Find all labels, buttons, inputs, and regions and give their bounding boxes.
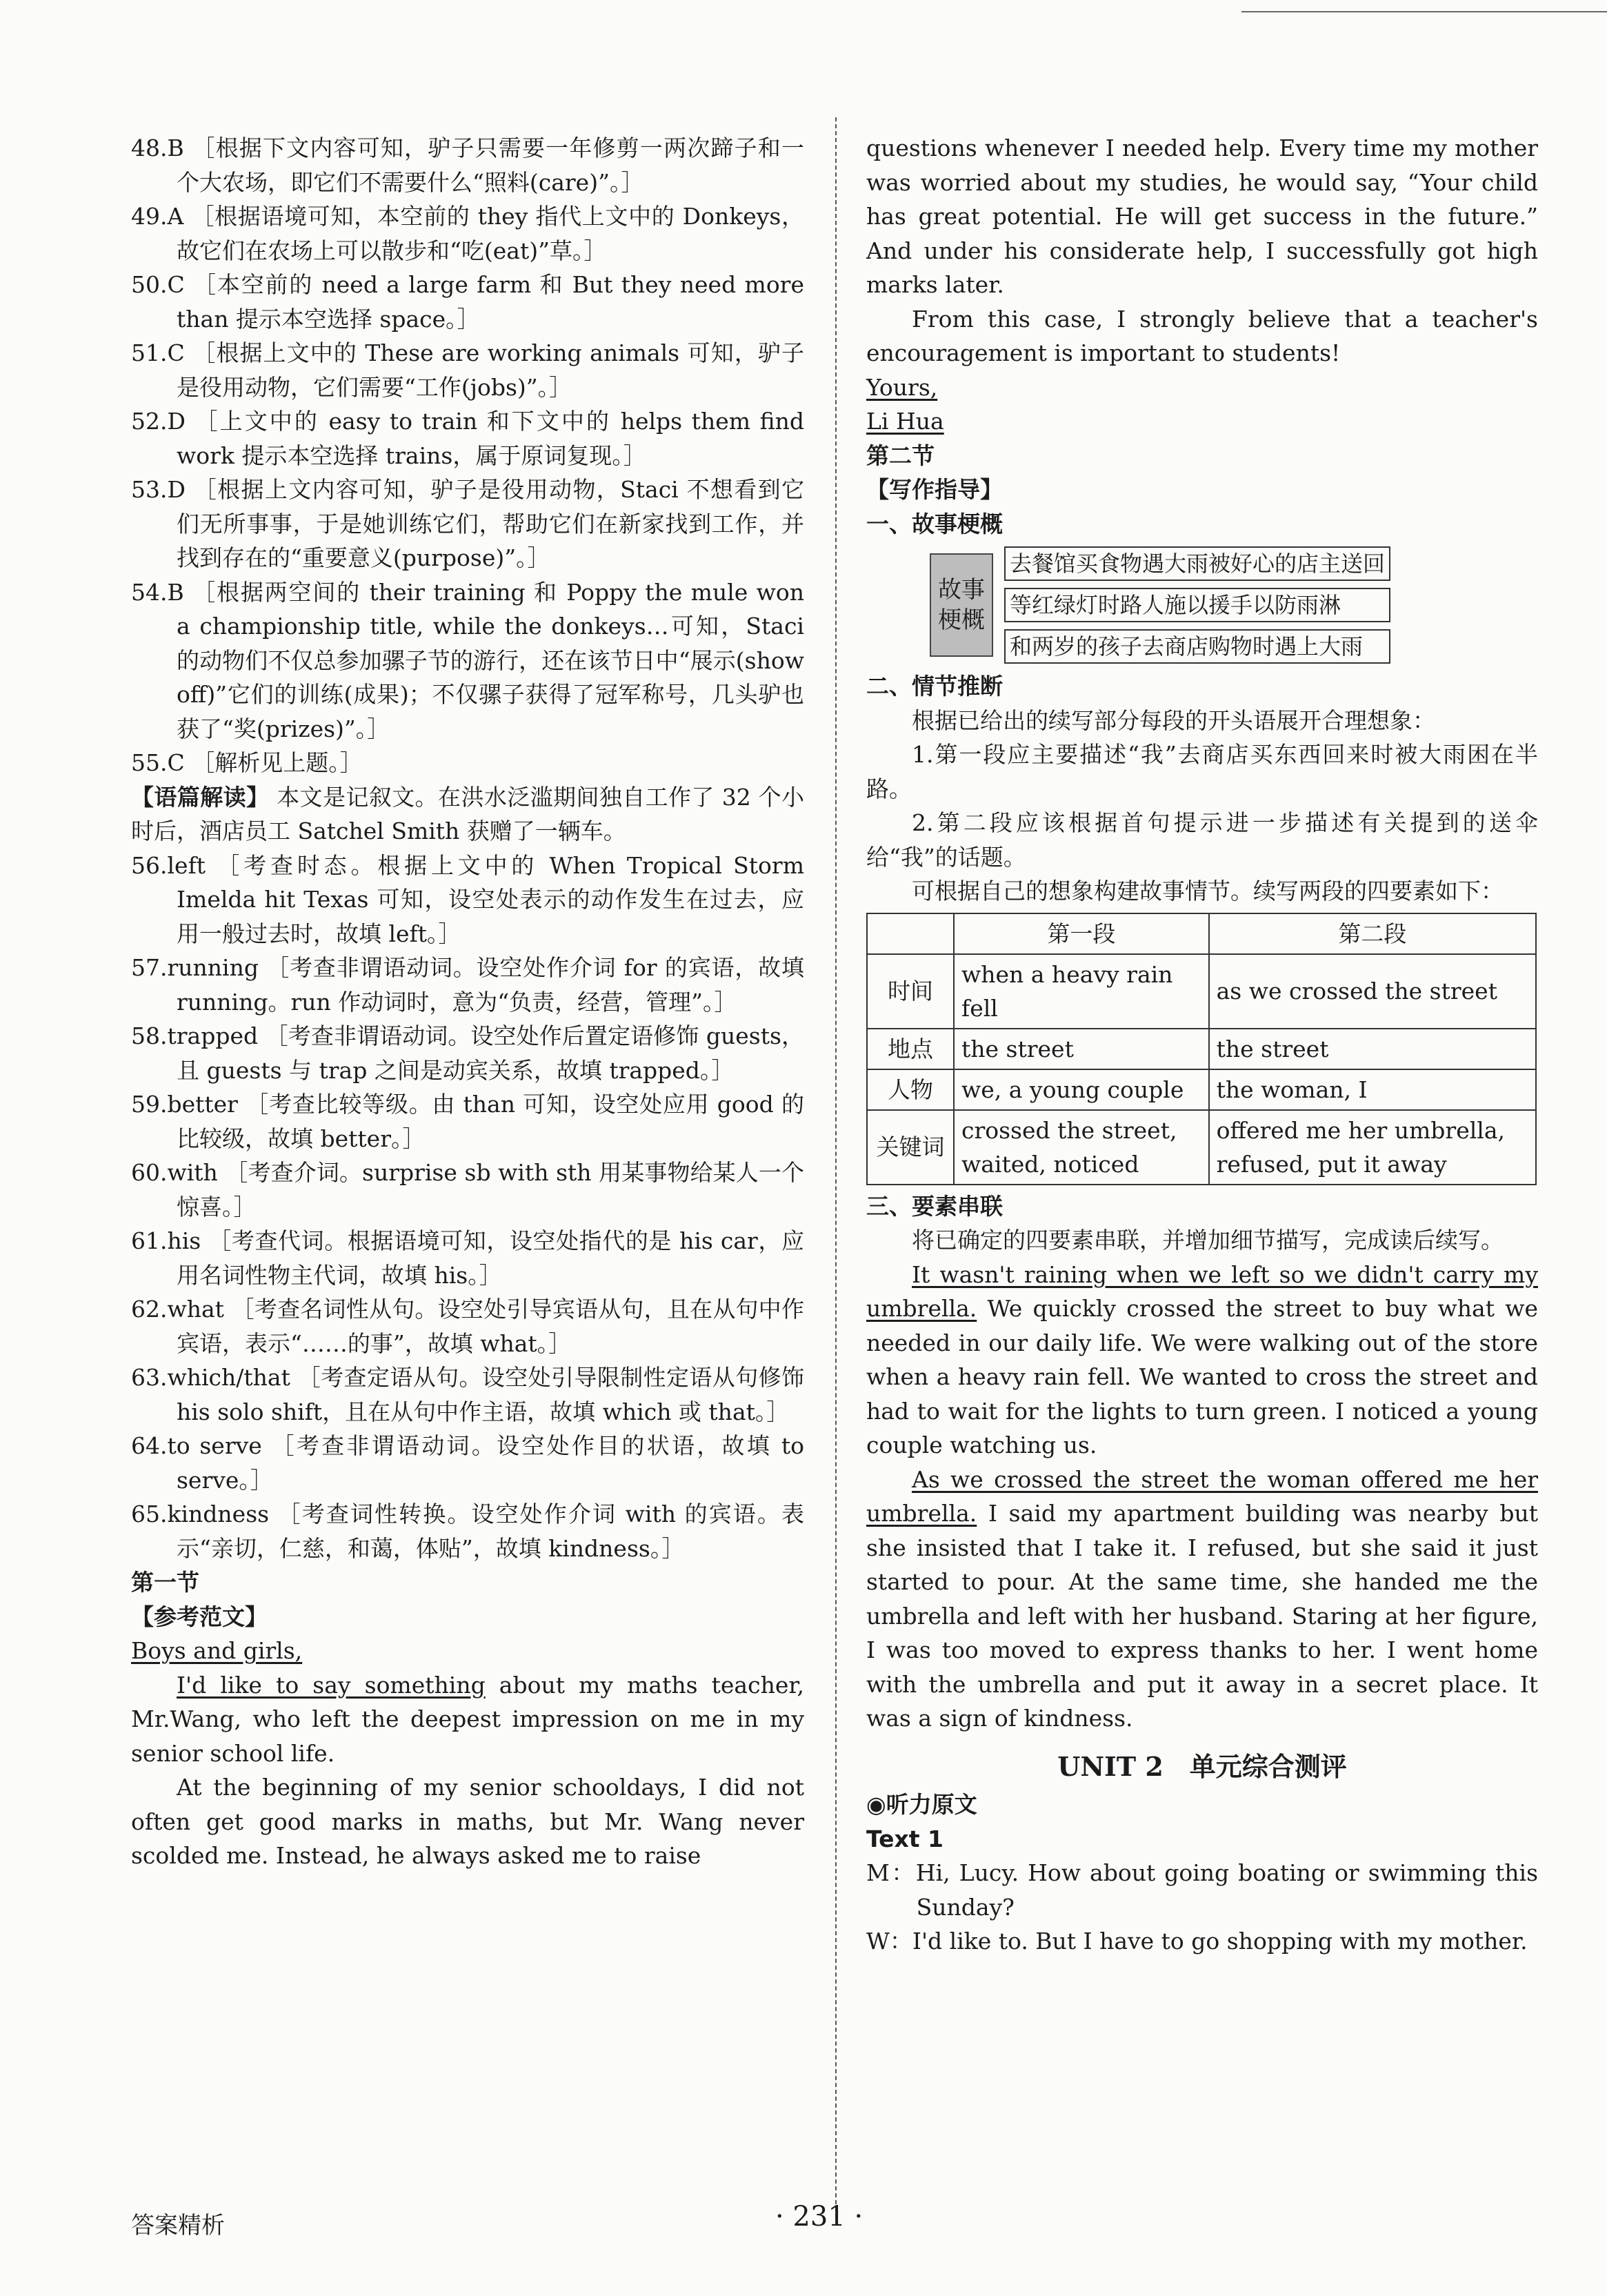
sample-label: 【参考范文】 <box>131 1603 268 1630</box>
table-row <box>867 1069 1536 1110</box>
column-divider <box>835 117 837 2218</box>
signature: Li Hua <box>866 408 944 435</box>
answer-item: 59.better ［考查比较等级。由 than 可知，设空处应用 good 的比较级，故填 better。］ <box>131 1091 804 1152</box>
closing: Yours, <box>866 373 938 401</box>
row-header: 时间 <box>867 954 954 1029</box>
dialogue-line: W：I'd like to. But I have to go shopping with my mother. <box>866 1928 1528 1954</box>
story-outline <box>930 546 1538 664</box>
connect-heading: 三、要素串联 <box>866 1192 1003 1220</box>
table-header-row <box>867 913 1536 954</box>
passage-summary-text: 本文是记叙文。在洪水泛滥期间独自工作了 32 个小时后，酒店员工 Satchel Smith 获赠了一辆车。 <box>131 783 804 844</box>
answer-item: 65.kindness ［考查词性转换。设空处作介词 with 的宾语。表示“亲切，仁慈，和蔼，体贴”，故填 kindness。］ <box>131 1501 804 1562</box>
table-cell: the street <box>1209 1029 1536 1069</box>
outline-item: 和两岁的孩子去商店购物时遇上大雨 <box>1004 629 1390 664</box>
answer-item: 64.to serve ［考查非谓语动词。设空处作目的状语，故填 to serve。］ <box>131 1432 804 1494</box>
opening-sentence: It wasn't raining when we left so we didn't carry my umbrella. <box>866 1260 1538 1322</box>
answer-item: 53.D ［根据上文内容可知，驴子是役用动物，Staci 不想看到它们无所事事，于是她训练它们，帮助它们在新家找到工作，并找到存在的“重要意义(purpose)”。］ <box>131 476 804 571</box>
plot-point: 可根据自己的想象构建故事情节。续写两段的四要素如下： <box>912 878 1504 904</box>
table-cell: the woman, I <box>1209 1069 1536 1110</box>
section-title: 第二节 <box>866 442 935 469</box>
story-paragraph: It wasn't raining when we left so we didn't carry my umbrella. We quickly crossed the street to buy what we needed in our daily life. We were walking out of the store when a heavy rain fell. We wanted to cross the street and had to wait for the lights to turn green. I noticed a young couple watching us. <box>866 1260 1538 1458</box>
essay-continuation: questions whenever I needed help. Every time my mother was worried about my studies, he would say, “Your child has great potential. He will get success in the future.” And under his considerate help, I successfully got high marks later. <box>866 135 1538 298</box>
page-number: · 231 · <box>775 2201 864 2233</box>
answer-item: 60.with ［考查介词。surprise sb with sth 用某事物给某人一个惊喜。］ <box>131 1159 804 1220</box>
answer-item: 61.his ［考查代词。根据语境可知，设空处指代的是 his car，应用名词性物主代词，故填 his。］ <box>131 1227 804 1289</box>
answer-item: 63.which/that ［考查定语从句。设空处引导限制性定语从句修饰 his solo shift，且在从句中作主语，故填 which 或 that。］ <box>131 1364 804 1425</box>
plot-intro: 根据已给出的续写部分每段的开头语展开合理想象： <box>912 706 1435 734</box>
table-corner <box>867 913 954 954</box>
outline-item: 等红绿灯时路人施以援手以防雨淋 <box>1004 588 1390 622</box>
plot-point: 2.第二段应该根据首句提示进一步描述有关提到的送伞给“我”的话题。 <box>866 809 1538 871</box>
answer-list-a <box>131 131 804 780</box>
column-header: 第一段 <box>954 913 1209 954</box>
text-label: Text 1 <box>866 1825 944 1852</box>
left-column <box>131 131 804 1873</box>
passage-summary-label: 【语篇解读】 <box>131 783 270 811</box>
table-cell: as we crossed the street <box>1209 954 1536 1029</box>
guide-label: 【写作指导】 <box>866 476 1003 503</box>
column-header: 第二段 <box>1209 913 1536 954</box>
dialogue-line: M：Hi, Lucy. How about going boating or swimming this Sunday? <box>866 1859 1538 1921</box>
connect-intro: 将已确定的四要素串联，并增加细节描写，完成读后续写。 <box>912 1227 1504 1254</box>
essay-paragraph: I'd like to say something about my maths teacher, Mr.Wang, who left the deepest impression on me in my senior school life. <box>131 1671 804 1767</box>
answer-item: 49.A ［根据语境可知，本空前的 they 指代上文中的 Donkeys，故它们在农场上可以散步和“吃(eat)”草。］ <box>131 203 804 264</box>
table-row <box>867 954 1536 1029</box>
plot-heading: 二、情节推断 <box>866 673 1003 700</box>
listening-heading: ◉听力原文 <box>866 1791 977 1818</box>
answer-item: 62.what ［考查名词性从句。设空处引导宾语从句，且在从句中作宾语，表示“……的事”，故填 what。］ <box>131 1296 804 1357</box>
outline-heading: 一、故事梗概 <box>866 510 1003 537</box>
table-row <box>867 1029 1536 1069</box>
topic-sentence: I'd like to say something <box>177 1671 486 1699</box>
table-cell: the street <box>954 1029 1209 1069</box>
passage-summary <box>131 780 804 849</box>
table-cell: we, a young couple <box>954 1069 1209 1110</box>
row-header: 关键词 <box>867 1110 954 1185</box>
plot-point: 1.第一段应主要描述“我”去商店买东西回来时被大雨困在半路。 <box>866 741 1538 802</box>
answer-item: 48.B ［根据下文内容可知，驴子只需要一年修剪一两次蹄子和一个大农场，即它们不需要什么“照料(care)”。］ <box>131 135 804 196</box>
unit-title: UNIT 2 单元综合测评 <box>1057 1750 1347 1782</box>
outline-box-label: 故事梗概 <box>930 553 993 657</box>
story-paragraph: As we crossed the street the woman offered me her umbrella. I said my apartment building was nearby but she insisted that I take it. I refused, but she said it just started to pour. At the same time, she handed me the umbrella and left with her husband. Staring at her figure, I was too moved to express thanks to her. I went home with the umbrella and put it away in a secret place. It was a sign of kindness. <box>866 1465 1538 1732</box>
opening-sentence: As we crossed the street the woman offered me her umbrella. <box>866 1465 1538 1527</box>
table-cell: crossed the street, waited, noticed <box>954 1110 1209 1185</box>
answer-item: 56.left ［考查时态。根据上文中的 When Tropical Storm Imelda hit Texas 可知，设空处表示的动作发生在过去，应用一般过去时，故填 left。］ <box>131 851 804 947</box>
answer-item: 51.C ［根据上文中的 These are working animals 可知，驴子是役用动物，它们需要“工作(jobs)”。］ <box>131 339 804 401</box>
answer-item: 50.C ［本空前的 need a large farm 和 But they need more than 提示本空选择 space。］ <box>131 271 804 333</box>
four-elements-table <box>866 913 1537 1185</box>
top-rule <box>1241 11 1607 12</box>
row-header: 地点 <box>867 1029 954 1069</box>
right-column <box>866 131 1538 1959</box>
table-row <box>867 1110 1536 1185</box>
answer-item: 54.B ［根据两空间的 their training 和 Poppy the mule won a championship title, while the donkeys…可知，Staci 的动物们不仅总参加骡子节的游行，还在该节日中“展示(show off)”它们的训练(成果)；不仅骡子获得了冠军称号，几头驴也获了“奖(prizes)”。］ <box>131 578 804 742</box>
outline-list <box>1004 546 1390 664</box>
table-cell: offered me her umbrella, refused, put it away <box>1209 1110 1536 1185</box>
outline-item: 去餐馆买食物遇大雨被好心的店主送回 <box>1004 546 1390 581</box>
essay-paragraph: At the beginning of my senior schooldays, I did not often get good marks in maths, but Mr. Wang never scolded me. Instead, he always asked me to raise <box>131 1774 804 1869</box>
answer-item: 58.trapped ［考查非谓语动词。设空处作后置定语修饰 guests，且 guests 与 trap 之间是动宾关系，故填 trapped。］ <box>131 1022 804 1084</box>
salutation: Boys and girls, <box>131 1637 303 1664</box>
footer-label: 答案精析 <box>131 2212 225 2239</box>
answer-item: 55.C ［解析见上题。］ <box>131 749 363 776</box>
row-header: 人物 <box>867 1069 954 1110</box>
section-title: 第一节 <box>131 1569 199 1596</box>
answer-list-b <box>131 849 804 1566</box>
essay-paragraph: From this case, I strongly believe that a teacher's encouragement is important to students! <box>866 305 1538 366</box>
answer-item: 57.running ［考查非谓语动词。设空处作介词 for 的宾语，故填 running。run 作动词时，意为“负责，经营，管理”。］ <box>131 954 804 1016</box>
answer-item: 52.D ［上文中的 easy to train 和下文中的 helps them find work 提示本空选择 trains，属于原词复现。］ <box>131 408 804 469</box>
table-cell: when a heavy rain fell <box>954 954 1209 1029</box>
